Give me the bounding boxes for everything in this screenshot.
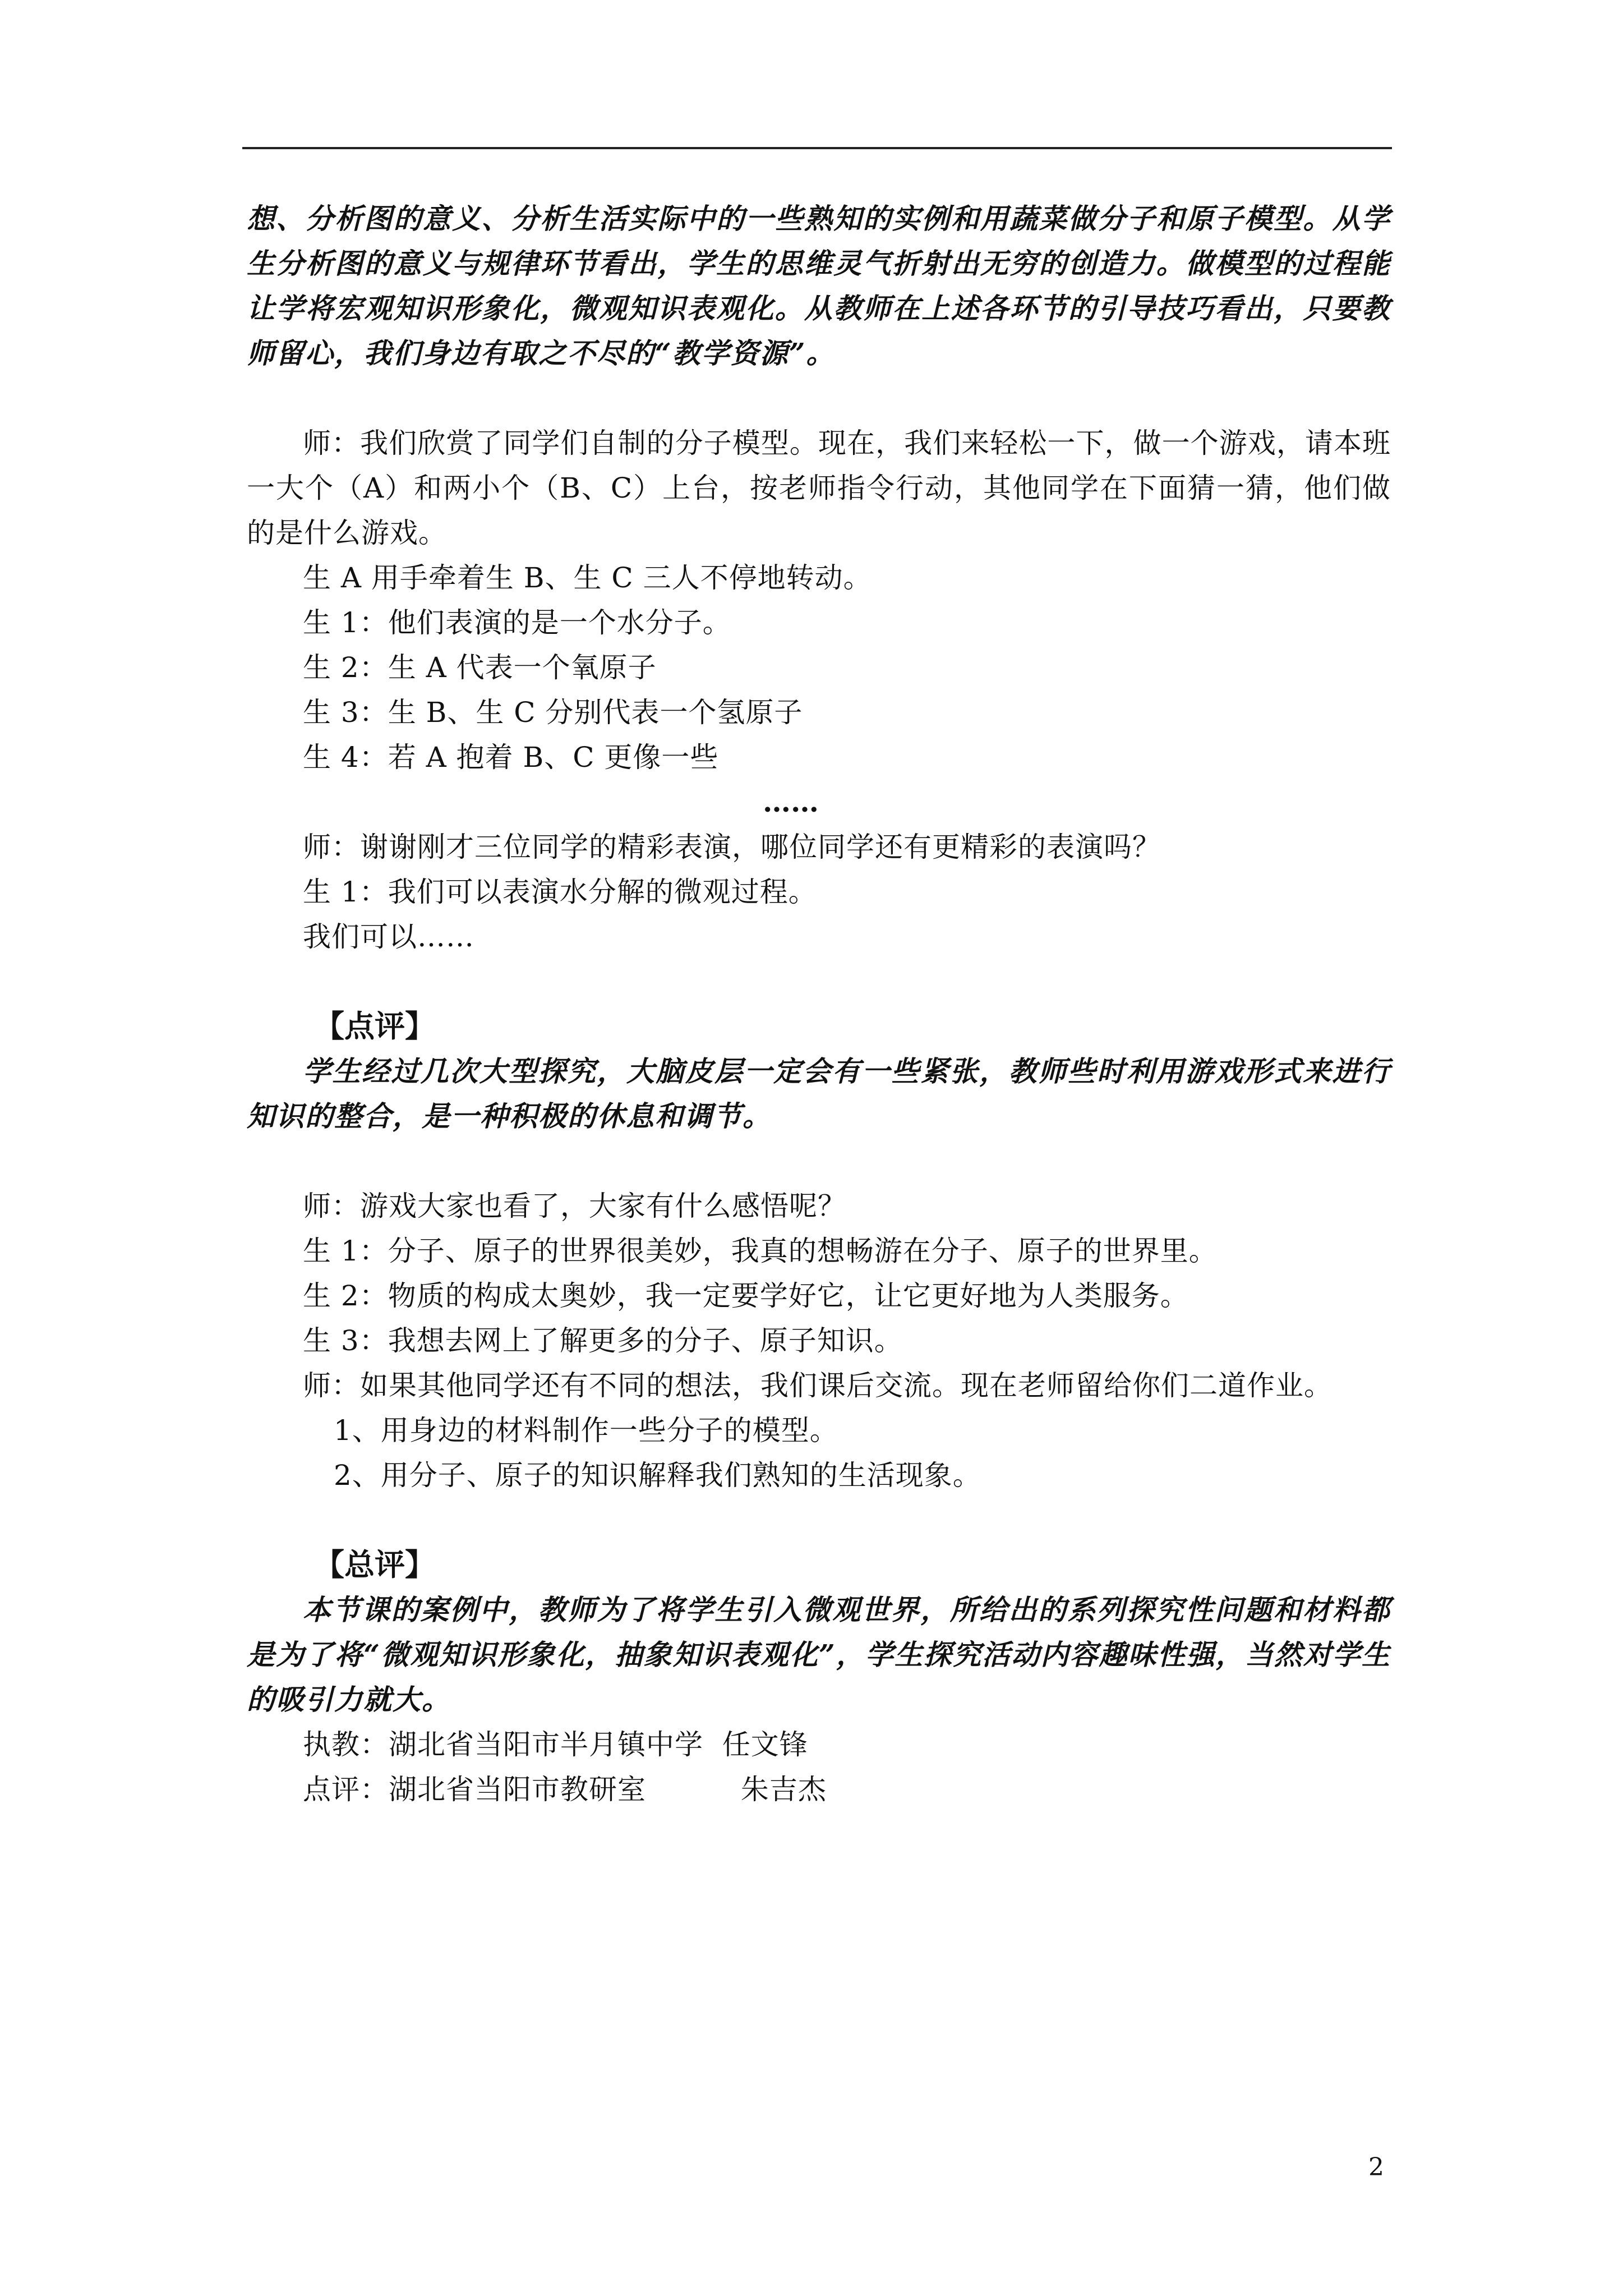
dialogue-line: 生 2：物质的构成太奥妙，我一定要学好它，让它更好地为人类服务。 [303, 1280, 1189, 1312]
ellipsis-separator: …… [763, 785, 819, 818]
dialogue-line: 师：如果其他同学还有不同的想法，我们课后交流。现在老师留给你们二道作业。 [303, 1369, 1332, 1402]
page-content [247, 196, 1391, 1812]
dialogue-line: 生 A 用手牵着生 B、生 C 三人不停地转动。 [303, 562, 872, 594]
homework-item: 1、用身边的材料制作一些分子的模型。 [334, 1414, 838, 1447]
spacer [247, 1139, 1391, 1184]
review-heading: 【点评】 [314, 1009, 435, 1044]
teacher-opening-paragraph: 师：我们欣赏了同学们自制的分子模型。现在，我们来轻松一下，做一个游戏，请本班一大个（A）和两小个（B、C）上台，按老师指令行动，其他同学在下面猜一猜，他们做的是什么游戏。 [247, 427, 1391, 549]
header-rule [242, 147, 1392, 149]
summary-heading: 【总评】 [314, 1547, 435, 1582]
intro-comment: 想、分析图的意义、分析生活实际中的一些熟知的实例和用蔬菜做分子和原子模型。从学生分析图的意义与规律环节看出，学生的思维灵气折射出无穷的创造力。做模型的过程能让学将宏观知识形象化，微观知识表观化。从教师在上述各环节的引导技巧看出，只要教师留心，我们身边有取之不尽的“教学资源”。 [247, 202, 1391, 370]
dialogue-line: 师：谢谢刚才三位同学的精彩表演，哪位同学还有更精彩的表演吗？ [303, 831, 1161, 863]
homework-item: 2、用分子、原子的知识解释我们熟知的生活现象。 [334, 1459, 981, 1492]
dialogue-line: 师：游戏大家也看了，大家有什么感悟呢？ [303, 1190, 846, 1222]
dialogue-line: 生 1：我们可以表演水分解的微观过程。 [303, 876, 817, 908]
dialogue-line: 生 1：分子、原子的世界很美妙，我真的想畅游在分子、原子的世界里。 [303, 1235, 1218, 1267]
dialogue-line: 我们可以…… [303, 921, 474, 953]
dialogue-line: 生 1：他们表演的是一个水分子。 [303, 606, 731, 639]
summary-text: 本节课的案例中，教师为了将学生引入微观世界，所给出的系列探究性问题和材料都是为了将“微观知识形象化，抽象知识表观化”，学生探究活动内容趣味性强，当然对学生的吸引力就大。 [247, 1593, 1391, 1716]
page-number: 2 [1368, 2153, 1384, 2182]
review-text: 学生经过几次大型探究，大脑皮层一定会有一些紧张，教师些时利用游戏形式来进行知识的整合，是一种积极的休息和调节。 [247, 1055, 1391, 1133]
credit-teacher: 执教：湖北省当阳市半月镇中学 任文锋 [303, 1728, 808, 1761]
credit-reviewer: 点评：湖北省当阳市教研室 朱吉杰 [303, 1773, 827, 1806]
dialogue-line: 生 3：生 B、生 C 分别代表一个氢原子 [303, 696, 803, 729]
dialogue-line: 生 2：生 A 代表一个氧原子 [303, 651, 657, 684]
dialogue-line: 生 3：我想去网上了解更多的分子、原子知识。 [303, 1324, 903, 1357]
dialogue-line: 生 4：若 A 抱着 B、C 更像一些 [303, 741, 719, 774]
